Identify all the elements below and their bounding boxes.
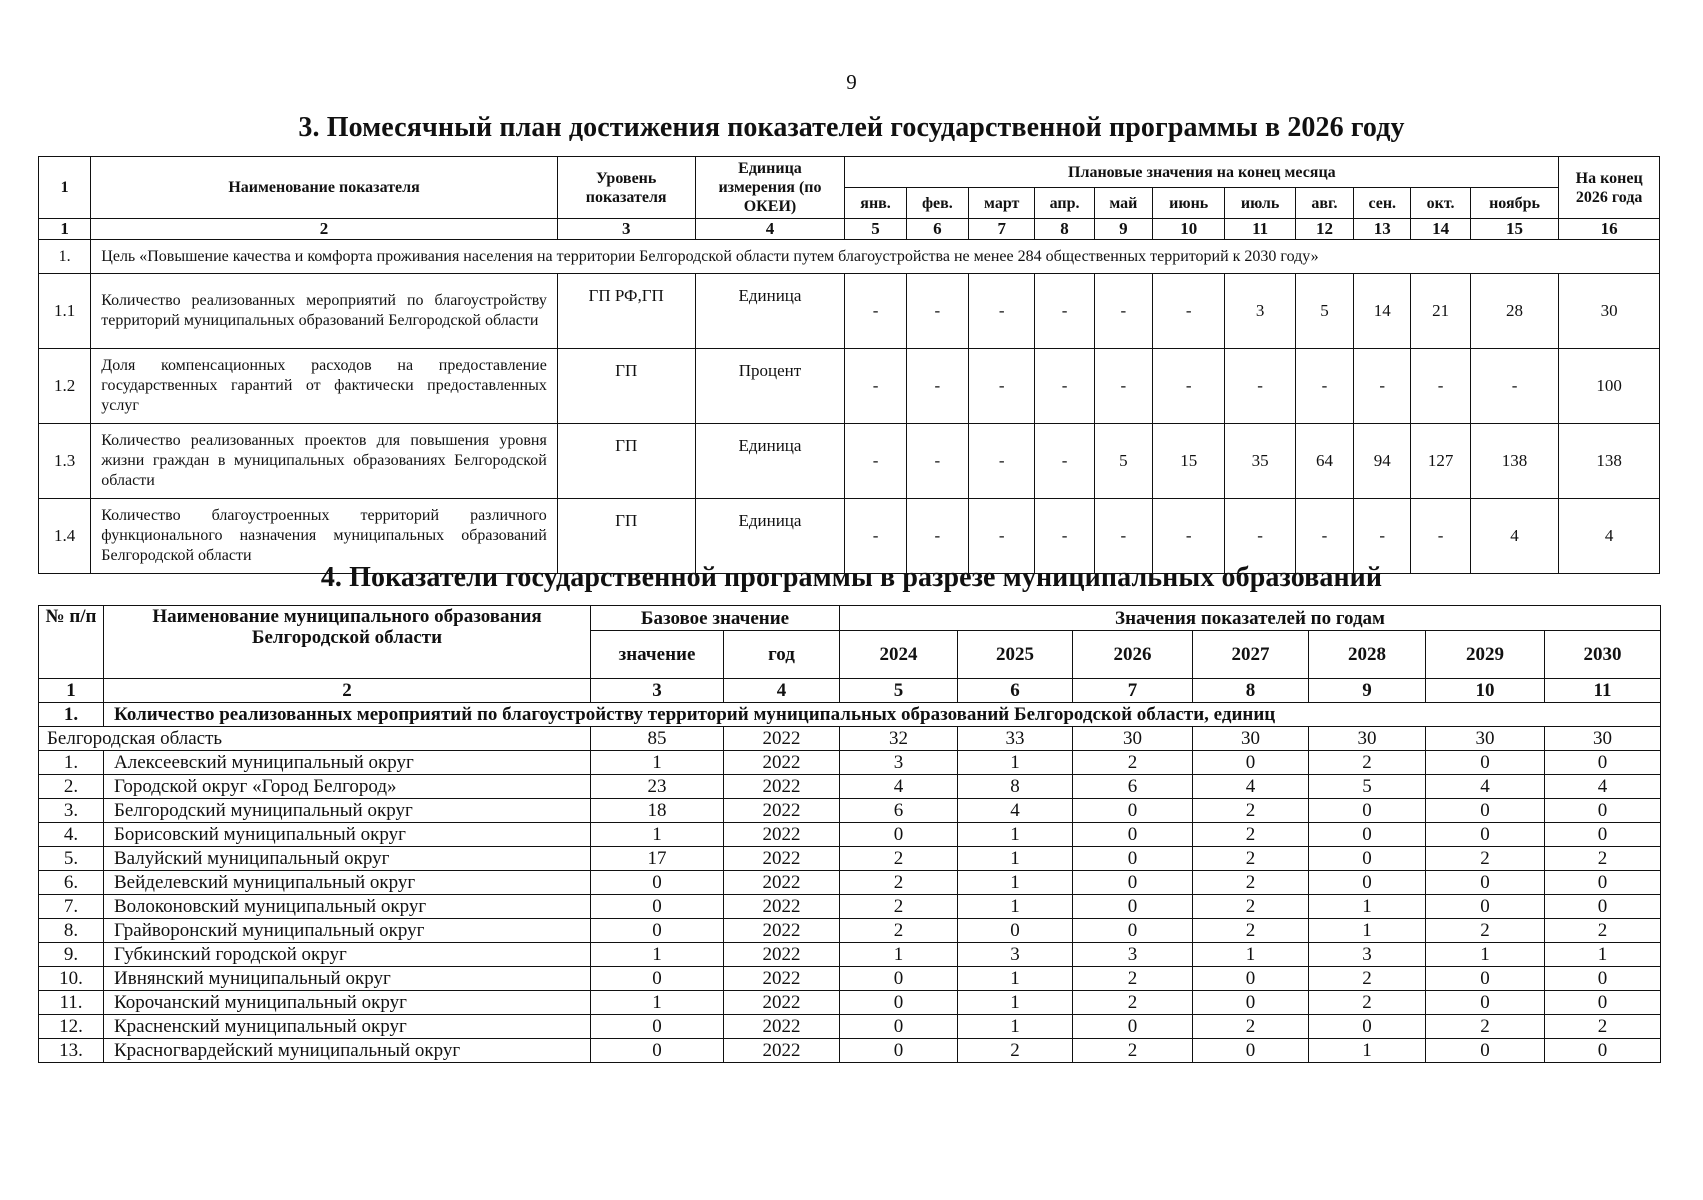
year-value: 2	[1309, 991, 1426, 1015]
month-value: -	[906, 499, 968, 574]
base-year: 2022	[724, 871, 840, 895]
year-value: 2	[1545, 847, 1661, 871]
header-indicator-name: Наименование показателя	[91, 157, 558, 219]
header-month: март	[969, 188, 1035, 219]
year-value: 0	[840, 967, 958, 991]
year-value: 1	[958, 967, 1073, 991]
month-value: -	[906, 424, 968, 499]
year-value: 2	[840, 919, 958, 943]
year-value: 0	[1426, 895, 1545, 919]
base-value: 1	[591, 991, 724, 1015]
column-number: 9	[1094, 219, 1152, 240]
table-row	[39, 424, 1660, 499]
year-value: 1	[958, 823, 1073, 847]
year-value: 0	[840, 991, 958, 1015]
municipality-name: Ивнянский муниципальный округ	[104, 967, 591, 991]
header-year-end: На конец 2026 года	[1559, 157, 1660, 219]
column-number: 3	[591, 679, 724, 703]
base-year: 2022	[724, 847, 840, 871]
year-value: 1	[958, 751, 1073, 775]
municipality-name: Валуйский муниципальный округ	[104, 847, 591, 871]
column-number: 2	[91, 219, 558, 240]
year-value: 0	[1309, 1015, 1426, 1039]
indicator-num: 1.3	[39, 424, 91, 499]
month-value: -	[845, 499, 906, 574]
indicator-level: ГП	[557, 349, 695, 424]
month-value: 3	[1225, 274, 1295, 349]
indicator-text: Количество реализованных мероприятий по благоустройству территорий муниципальных образований Белгородской области, единиц	[104, 703, 1661, 727]
goal-num: 1.	[39, 240, 91, 274]
base-year: 2022	[724, 1039, 840, 1063]
indicator-num: 1.2	[39, 349, 91, 424]
column-number: 4	[695, 219, 845, 240]
year-value: 0	[1426, 823, 1545, 847]
month-value: -	[1411, 349, 1470, 424]
month-value: -	[969, 274, 1035, 349]
base-value: 17	[591, 847, 724, 871]
month-value: -	[1035, 424, 1094, 499]
table-row	[39, 871, 1661, 895]
year-end-value: 138	[1559, 424, 1660, 499]
month-value: 127	[1411, 424, 1470, 499]
municipality-name: Вейделевский муниципальный округ	[104, 871, 591, 895]
base-year: 2022	[724, 943, 840, 967]
column-number: 9	[1309, 679, 1426, 703]
year-value: 0	[1309, 799, 1426, 823]
year-value: 2	[1193, 919, 1309, 943]
year-value: 6	[840, 799, 958, 823]
year-value: 0	[1545, 895, 1661, 919]
month-value: 5	[1094, 424, 1152, 499]
year-value: 0	[1309, 847, 1426, 871]
year-value: 0	[1073, 919, 1193, 943]
month-value: -	[1094, 274, 1152, 349]
header-year: 2026	[1073, 631, 1193, 679]
row-num: 4.	[39, 823, 104, 847]
month-value: -	[1354, 349, 1411, 424]
month-value: 94	[1354, 424, 1411, 499]
month-value: -	[1295, 349, 1353, 424]
indicator-unit: Единица	[695, 424, 845, 499]
month-value: -	[906, 349, 968, 424]
year-value: 3	[840, 751, 958, 775]
month-value: 14	[1354, 274, 1411, 349]
month-value: -	[1035, 349, 1094, 424]
month-value: 28	[1470, 274, 1559, 349]
column-number: 5	[840, 679, 958, 703]
year-value: 3	[1073, 943, 1193, 967]
indicator-name: Доля компенсационных расходов на предоставление государственных гарантий от фактически предоставленных услуг	[91, 349, 558, 424]
monthly-plan-table	[38, 156, 1660, 574]
municipality-name: Грайворонский муниципальный округ	[104, 919, 591, 943]
header-year: 2029	[1426, 631, 1545, 679]
year-value: 5	[1309, 775, 1426, 799]
table-row	[39, 895, 1661, 919]
municipality-name: Борисовский муниципальный округ	[104, 823, 591, 847]
row-num: 1.	[39, 751, 104, 775]
year-value: 4	[1193, 775, 1309, 799]
base-year: 2022	[724, 967, 840, 991]
header-year: 2028	[1309, 631, 1426, 679]
header-month: ноябрь	[1470, 188, 1559, 219]
year-value: 1	[1193, 943, 1309, 967]
column-number: 10	[1153, 219, 1225, 240]
month-value: -	[1225, 349, 1295, 424]
row-num: 6.	[39, 871, 104, 895]
indicator-unit: Процент	[695, 349, 845, 424]
year-value: 2	[1426, 919, 1545, 943]
header-year: 2024	[840, 631, 958, 679]
table-row	[39, 967, 1661, 991]
municipality-name: Алексеевский муниципальный округ	[104, 751, 591, 775]
year-value: 0	[1193, 751, 1309, 775]
year-value: 4	[1426, 775, 1545, 799]
municipality-name: Красногвардейский муниципальный округ	[104, 1039, 591, 1063]
header-month: май	[1094, 188, 1152, 219]
month-value: -	[906, 274, 968, 349]
year-value: 0	[1193, 991, 1309, 1015]
year-value: 2	[1193, 847, 1309, 871]
year-value: 6	[1073, 775, 1193, 799]
municipality-name: Волоконовский муниципальный округ	[104, 895, 591, 919]
year-value: 0	[1193, 1039, 1309, 1063]
indicator-num: 1.	[39, 703, 104, 727]
municipal-indicators-table	[38, 605, 1661, 1063]
region-base-year: 2022	[724, 727, 840, 751]
column-number: 5	[845, 219, 906, 240]
year-value: 2	[840, 871, 958, 895]
indicator-level: ГП	[557, 499, 695, 574]
header-level: Уровень показателя	[557, 157, 695, 219]
base-value: 0	[591, 871, 724, 895]
year-value: 1	[1309, 919, 1426, 943]
header-month: окт.	[1411, 188, 1470, 219]
base-year: 2022	[724, 991, 840, 1015]
year-value: 0	[1545, 991, 1661, 1015]
base-value: 18	[591, 799, 724, 823]
month-value: -	[1153, 349, 1225, 424]
month-value: -	[969, 499, 1035, 574]
year-value: 1	[958, 1015, 1073, 1039]
header-month: июль	[1225, 188, 1295, 219]
indicator-name: Количество реализованных проектов для повышения уровня жизни граждан в муниципальных образованиях Белгородской области	[91, 424, 558, 499]
year-value: 2	[840, 847, 958, 871]
year-value: 0	[1073, 847, 1193, 871]
indicator-name: Количество благоустроенных территорий различного функционального назначения муниципальных образований Белгородской области	[91, 499, 558, 574]
column-number: 13	[1354, 219, 1411, 240]
year-value: 0	[1545, 967, 1661, 991]
municipality-name: Губкинский городской округ	[104, 943, 591, 967]
month-value: -	[1153, 499, 1225, 574]
base-year: 2022	[724, 895, 840, 919]
year-value: 0	[1073, 1015, 1193, 1039]
year-value: 0	[1545, 823, 1661, 847]
indicator-level: ГП	[557, 424, 695, 499]
column-number: 6	[958, 679, 1073, 703]
year-value: 2	[1073, 967, 1193, 991]
region-year-value: 30	[1426, 727, 1545, 751]
header-unit: Единица измерения (по ОКЕИ)	[695, 157, 845, 219]
month-value: -	[1225, 499, 1295, 574]
year-value: 2	[1073, 991, 1193, 1015]
header-base-year: год	[724, 631, 840, 679]
year-value: 0	[1309, 823, 1426, 847]
month-value: -	[1295, 499, 1353, 574]
municipality-name: Корочанский муниципальный округ	[104, 991, 591, 1015]
year-value: 0	[1545, 751, 1661, 775]
column-number: 8	[1193, 679, 1309, 703]
year-value: 0	[840, 1015, 958, 1039]
year-value: 8	[958, 775, 1073, 799]
header-base-value: значение	[591, 631, 724, 679]
region-year-value: 30	[1193, 727, 1309, 751]
month-value: -	[1094, 349, 1152, 424]
header-year: 2027	[1193, 631, 1309, 679]
month-value: -	[1153, 274, 1225, 349]
year-value: 2	[1426, 1015, 1545, 1039]
header-month: фев.	[906, 188, 968, 219]
table-row	[39, 775, 1661, 799]
year-value: 1	[958, 895, 1073, 919]
indicator-unit: Единица	[695, 274, 845, 349]
year-value: 2	[1073, 1039, 1193, 1063]
year-value: 2	[958, 1039, 1073, 1063]
column-number: 14	[1411, 219, 1470, 240]
header-month: апр.	[1035, 188, 1094, 219]
year-value: 0	[1073, 895, 1193, 919]
table-row	[39, 274, 1660, 349]
column-number: 7	[969, 219, 1035, 240]
year-end-value: 100	[1559, 349, 1660, 424]
month-value: -	[845, 424, 906, 499]
year-value: 2	[1193, 799, 1309, 823]
base-value: 1	[591, 751, 724, 775]
page-number: 9	[846, 70, 857, 94]
year-end-value: 4	[1559, 499, 1660, 574]
header-month: сен.	[1354, 188, 1411, 219]
year-value: 0	[840, 823, 958, 847]
year-value: 4	[1545, 775, 1661, 799]
year-value: 3	[958, 943, 1073, 967]
month-value: 138	[1470, 424, 1559, 499]
year-value: 4	[958, 799, 1073, 823]
base-year: 2022	[724, 775, 840, 799]
row-num: 9.	[39, 943, 104, 967]
base-value: 1	[591, 943, 724, 967]
year-value: 0	[1545, 871, 1661, 895]
year-value: 0	[1426, 1039, 1545, 1063]
year-end-value: 30	[1559, 274, 1660, 349]
table-row	[39, 943, 1661, 967]
goal-text: Цель «Повышение качества и комфорта проживания населения на территории Белгородской области путем благоустройства не менее 284 общественных территорий к 2030 году»	[91, 240, 1660, 274]
base-value: 0	[591, 1015, 724, 1039]
column-number: 10	[1426, 679, 1545, 703]
table-row	[39, 1015, 1661, 1039]
row-num: 10.	[39, 967, 104, 991]
year-value: 4	[840, 775, 958, 799]
month-value: 35	[1225, 424, 1295, 499]
base-year: 2022	[724, 823, 840, 847]
year-value: 0	[840, 1039, 958, 1063]
row-num: 3.	[39, 799, 104, 823]
row-num: 7.	[39, 895, 104, 919]
row-num: 5.	[39, 847, 104, 871]
column-number: 12	[1295, 219, 1353, 240]
month-value: -	[969, 349, 1035, 424]
region-year-value: 30	[1309, 727, 1426, 751]
table-row	[39, 349, 1660, 424]
column-number: 16	[1559, 219, 1660, 240]
year-value: 0	[1193, 967, 1309, 991]
year-value: 1	[1309, 1039, 1426, 1063]
row-num: 11.	[39, 991, 104, 1015]
base-year: 2022	[724, 799, 840, 823]
year-value: 2	[1193, 1015, 1309, 1039]
month-value: -	[1094, 499, 1152, 574]
year-value: 2	[1193, 895, 1309, 919]
table-row	[39, 991, 1661, 1015]
header-month: июнь	[1153, 188, 1225, 219]
row-num: 8.	[39, 919, 104, 943]
region-year-value: 33	[958, 727, 1073, 751]
year-value: 2	[840, 895, 958, 919]
year-value: 0	[1073, 823, 1193, 847]
month-value: 5	[1295, 274, 1353, 349]
table-row	[39, 799, 1661, 823]
section-3-title: 3. Помесячный план достижения показателей государственной программы в 2026 году	[298, 112, 1405, 143]
column-number: 2	[104, 679, 591, 703]
column-number: 4	[724, 679, 840, 703]
indicator-num: 1.1	[39, 274, 91, 349]
year-value: 0	[1426, 799, 1545, 823]
municipality-name: Белгородский муниципальный округ	[104, 799, 591, 823]
base-year: 2022	[724, 1015, 840, 1039]
year-value: 0	[1073, 799, 1193, 823]
region-year-value: 30	[1073, 727, 1193, 751]
table-row	[39, 751, 1661, 775]
column-number: 11	[1545, 679, 1661, 703]
column-number: 3	[557, 219, 695, 240]
base-value: 1	[591, 823, 724, 847]
year-value: 1	[958, 871, 1073, 895]
indicator-name: Количество реализованных мероприятий по благоустройству территорий муниципальных образований Белгородской области	[91, 274, 558, 349]
column-number: 7	[1073, 679, 1193, 703]
base-value: 0	[591, 919, 724, 943]
indicator-unit: Единица	[695, 499, 845, 574]
table-row	[39, 919, 1661, 943]
year-value: 2	[1193, 823, 1309, 847]
column-number: 6	[906, 219, 968, 240]
base-value: 0	[591, 1039, 724, 1063]
year-value: 1	[1309, 895, 1426, 919]
header-base-group: Базовое значение	[591, 606, 840, 631]
header-month: янв.	[845, 188, 906, 219]
year-value: 0	[1426, 967, 1545, 991]
year-value: 2	[1426, 847, 1545, 871]
header-municipality-name: Наименование муниципального образования Белгородской области	[104, 606, 591, 679]
month-value: -	[845, 349, 906, 424]
column-number: 1	[39, 219, 91, 240]
column-number: 11	[1225, 219, 1295, 240]
month-value: -	[1470, 349, 1559, 424]
month-value: 64	[1295, 424, 1353, 499]
month-value: -	[1035, 499, 1094, 574]
month-value: -	[845, 274, 906, 349]
header-years-group: Значения показателей по годам	[840, 606, 1661, 631]
column-number: 1	[39, 679, 104, 703]
year-value: 2	[1545, 1015, 1661, 1039]
year-value: 0	[1426, 991, 1545, 1015]
month-value: -	[1354, 499, 1411, 574]
year-value: 0	[958, 919, 1073, 943]
year-value: 2	[1309, 751, 1426, 775]
table-row	[39, 823, 1661, 847]
column-number: 15	[1470, 219, 1559, 240]
base-year: 2022	[724, 919, 840, 943]
year-value: 0	[1426, 871, 1545, 895]
base-year: 2022	[724, 751, 840, 775]
indicator-num: 1.4	[39, 499, 91, 574]
region-name: Белгородская область	[39, 727, 591, 751]
year-value: 2	[1545, 919, 1661, 943]
year-value: 1	[958, 847, 1073, 871]
year-value: 1	[1545, 943, 1661, 967]
month-value: -	[969, 424, 1035, 499]
year-value: 2	[1309, 967, 1426, 991]
base-value: 0	[591, 895, 724, 919]
row-num: 2.	[39, 775, 104, 799]
year-value: 0	[1426, 751, 1545, 775]
header-year: 2030	[1545, 631, 1661, 679]
region-base-value: 85	[591, 727, 724, 751]
row-num: 13.	[39, 1039, 104, 1063]
year-value: 0	[1545, 799, 1661, 823]
section-4-title: 4. Показатели государственной программы в разрезе муниципальных образований	[320, 562, 1383, 593]
year-value: 2	[1073, 751, 1193, 775]
header-num: № п/п	[39, 606, 104, 679]
month-value: 4	[1470, 499, 1559, 574]
year-value: 1	[958, 991, 1073, 1015]
month-value: 15	[1153, 424, 1225, 499]
municipality-name: Городской округ «Город Белгород»	[104, 775, 591, 799]
region-year-value: 30	[1545, 727, 1661, 751]
month-value: 21	[1411, 274, 1470, 349]
base-value: 23	[591, 775, 724, 799]
header-num: 1	[39, 157, 91, 219]
year-value: 0	[1073, 871, 1193, 895]
year-value: 1	[1426, 943, 1545, 967]
indicator-level: ГП РФ,ГП	[557, 274, 695, 349]
table-row	[39, 847, 1661, 871]
year-value: 0	[1545, 1039, 1661, 1063]
year-value: 3	[1309, 943, 1426, 967]
header-plan-group: Плановые значения на конец месяца	[845, 157, 1559, 188]
year-value: 1	[840, 943, 958, 967]
table-row	[39, 1039, 1661, 1063]
month-value: -	[1411, 499, 1470, 574]
year-value: 2	[1193, 871, 1309, 895]
year-value: 0	[1309, 871, 1426, 895]
month-value: -	[1035, 274, 1094, 349]
header-year: 2025	[958, 631, 1073, 679]
column-number: 8	[1035, 219, 1094, 240]
header-month: авг.	[1295, 188, 1353, 219]
municipality-name: Красненский муниципальный округ	[104, 1015, 591, 1039]
base-value: 0	[591, 967, 724, 991]
region-year-value: 32	[840, 727, 958, 751]
row-num: 12.	[39, 1015, 104, 1039]
